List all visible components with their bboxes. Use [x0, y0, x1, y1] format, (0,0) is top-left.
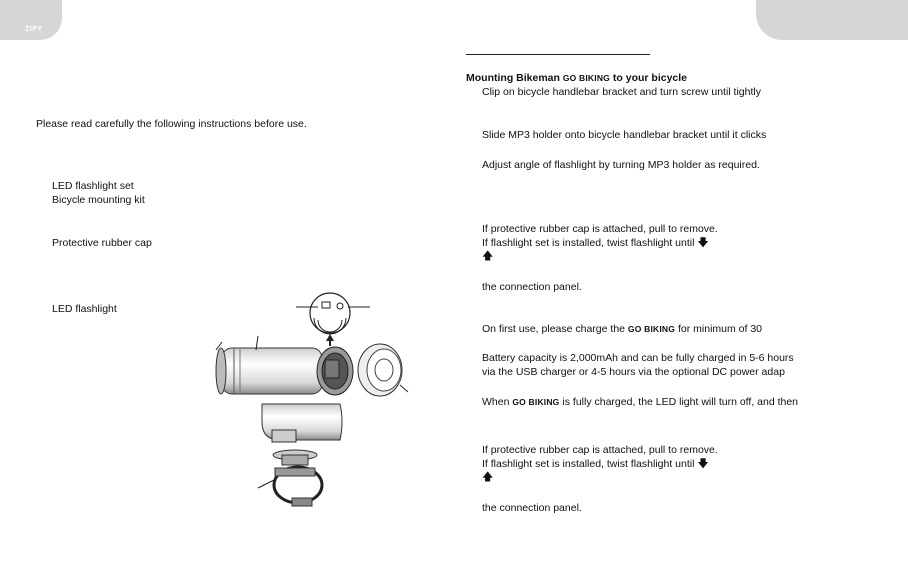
- mount-step-3: Adjust angle of flashlight by turning MP3 holder as required.: [482, 159, 760, 171]
- battery-text-2: via the USB charger or 4-5 hours via the optional DC power adap: [482, 366, 785, 378]
- battery-text-1: Battery capacity is 2,000mAh and can be fully charged in 5-6 hours: [482, 352, 794, 364]
- arrow-down-icon: 🡇: [697, 237, 709, 249]
- connection-panel-text-2: the connection panel.: [482, 502, 582, 514]
- twist-text-2: If flashlight set is installed, twist flashlight until 🡇: [482, 458, 709, 470]
- flashlight-body: [216, 336, 353, 395]
- item-led-flashlight: LED flashlight: [52, 303, 117, 315]
- handlebar-bracket: [258, 450, 322, 506]
- connection-panel-text: the connection panel.: [482, 281, 582, 293]
- arrow-up-icon: 🡅: [482, 250, 494, 262]
- brand-logo: ZIPY: [25, 26, 43, 33]
- arrow-up-icon: 🡅: [482, 471, 494, 483]
- mp3-holder: [262, 404, 342, 442]
- mount-step-2: Slide MP3 holder onto bicycle handlebar bracket until it clicks: [482, 129, 767, 141]
- mount-step-1: Clip on bicycle handlebar bracket and turn screw until tightly: [482, 86, 761, 98]
- item-led-flashlight-set: LED flashlight set: [52, 180, 134, 192]
- twist-text: If flashlight set is installed, twist flashlight until 🡇: [482, 237, 709, 249]
- fully-charged-text: When GO BIKING is fully charged, the LED light will turn off, and then: [482, 396, 799, 408]
- intro-text: Please read carefully the following instructions before use.: [36, 118, 307, 130]
- connector-detail: [296, 293, 370, 346]
- item-bicycle-mounting-kit: Bicycle mounting kit: [52, 194, 145, 206]
- cap-remove-text: If protective rubber cap is attached, pull to remove.: [482, 223, 718, 235]
- mounting-heading: Mounting Bikeman GO BIKING to your bicycle: [466, 72, 688, 84]
- item-protective-rubber-cap: Protective rubber cap: [52, 237, 152, 249]
- charge-text: On first use, please charge the GO BIKING for minimum of 30: [482, 323, 763, 335]
- rubber-cap: [358, 344, 408, 396]
- arrow-down-icon: 🡇: [697, 458, 709, 470]
- cap-remove-text-2: If protective rubber cap is attached, pull to remove.: [482, 444, 718, 456]
- section-rule: [466, 54, 650, 55]
